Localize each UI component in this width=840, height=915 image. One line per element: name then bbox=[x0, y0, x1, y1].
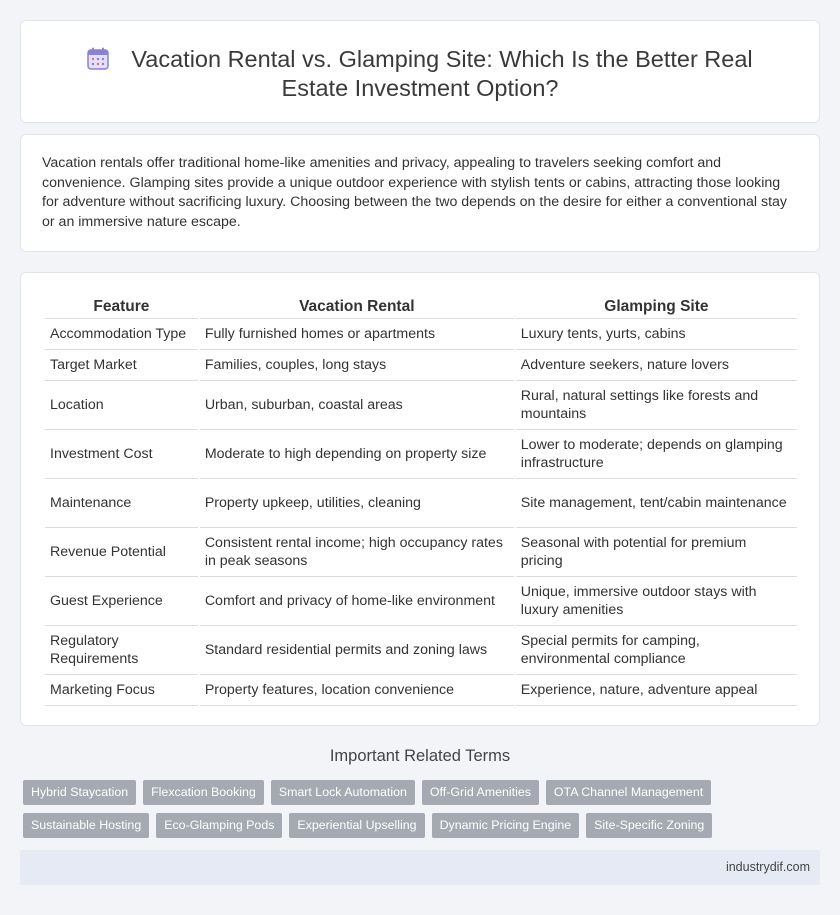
cell-feature: Guest Experience bbox=[45, 577, 198, 626]
table-row bbox=[45, 626, 797, 675]
cell-feature: Maintenance bbox=[45, 479, 198, 528]
column-header-feature: Feature bbox=[45, 296, 198, 319]
tag-smart-lock-automation[interactable]: Smart Lock Automation bbox=[271, 780, 415, 805]
tag-flexcation-booking[interactable]: Flexcation Booking bbox=[143, 780, 264, 805]
tag-eco-glamping-pods[interactable]: Eco-Glamping Pods bbox=[156, 813, 282, 838]
cell-glamping-site: Experience, nature, adventure appeal bbox=[516, 675, 797, 706]
tag-row bbox=[23, 780, 823, 805]
cell-glamping-site: Rural, natural settings like forests and mountains bbox=[516, 381, 797, 430]
cell-feature: Investment Cost bbox=[45, 430, 198, 479]
table-header-row bbox=[45, 296, 797, 319]
tag-dynamic-pricing-engine[interactable]: Dynamic Pricing Engine bbox=[432, 813, 580, 838]
cell-vacation-rental: Comfort and privacy of home-like environment bbox=[200, 577, 514, 626]
related-terms-heading: Important Related Terms bbox=[329, 747, 511, 765]
comparison-table-card bbox=[20, 272, 820, 726]
footer-site-link[interactable]: industrydif.com bbox=[725, 860, 810, 874]
table-row bbox=[45, 381, 797, 430]
cell-vacation-rental: Urban, suburban, coastal areas bbox=[200, 381, 514, 430]
cell-glamping-site: Adventure seekers, nature lovers bbox=[516, 350, 797, 381]
cell-vacation-rental: Fully furnished homes or apartments bbox=[200, 319, 514, 350]
table-row bbox=[45, 430, 797, 479]
table-row bbox=[45, 319, 797, 350]
cell-glamping-site: Lower to moderate; depends on glamping infrastructure bbox=[516, 430, 797, 479]
intro-card bbox=[20, 134, 820, 252]
table-row bbox=[45, 577, 797, 626]
table-row bbox=[45, 528, 797, 577]
calendar-icon bbox=[87, 47, 109, 71]
table-row bbox=[45, 675, 797, 706]
cell-glamping-site: Luxury tents, yurts, cabins bbox=[516, 319, 797, 350]
cell-glamping-site: Seasonal with potential for premium pricing bbox=[516, 528, 797, 577]
cell-vacation-rental: Property upkeep, utilities, cleaning bbox=[200, 479, 514, 528]
tag-site-specific-zoning[interactable]: Site-Specific Zoning bbox=[586, 813, 712, 838]
cell-glamping-site: Site management, tent/cabin maintenance bbox=[516, 479, 797, 528]
cell-vacation-rental: Consistent rental income; high occupancy rates in peak seasons bbox=[200, 528, 514, 577]
tag-row bbox=[23, 813, 823, 838]
cell-feature: Accommodation Type bbox=[45, 319, 198, 350]
cell-vacation-rental: Moderate to high depending on property size bbox=[200, 430, 514, 479]
column-header-vacation-rental: Vacation Rental bbox=[200, 296, 514, 319]
comparison-table bbox=[43, 296, 799, 706]
intro-paragraph: Vacation rentals offer traditional home-like amenities and privacy, appealing to travelers seeking comfort and convenience. Glamping sites provide a unique outdoor experience with stylish tents or cabins, attracting those looking for adventure without sacrificing luxury. Choosing between the two depends on the desire for either a conventional stay or an immersive nature escape. bbox=[42, 155, 788, 230]
cell-glamping-site: Special permits for camping, environmental compliance bbox=[516, 626, 797, 675]
cell-vacation-rental: Property features, location convenience bbox=[200, 675, 514, 706]
page-title-wrap bbox=[21, 45, 819, 103]
cell-feature: Regulatory Requirements bbox=[45, 626, 198, 675]
tag-ota-channel-management[interactable]: OTA Channel Management bbox=[546, 780, 711, 805]
cell-feature: Marketing Focus bbox=[45, 675, 198, 706]
table-row bbox=[45, 350, 797, 381]
cell-vacation-rental: Standard residential permits and zoning laws bbox=[200, 626, 514, 675]
column-header-glamping-site: Glamping Site bbox=[516, 296, 797, 319]
title-card bbox=[20, 20, 820, 123]
page-title: Vacation Rental vs. Glamping Site: Which Is the Better Real Estate Investment Option? bbox=[131, 46, 753, 101]
tag-off-grid-amenities[interactable]: Off-Grid Amenities bbox=[422, 780, 539, 805]
cell-feature: Target Market bbox=[45, 350, 198, 381]
cell-vacation-rental: Families, couples, long stays bbox=[200, 350, 514, 381]
cell-glamping-site: Unique, immersive outdoor stays with luxury amenities bbox=[516, 577, 797, 626]
cell-feature: Location bbox=[45, 381, 198, 430]
cell-feature: Revenue Potential bbox=[45, 528, 198, 577]
related-terms-tags bbox=[23, 780, 823, 846]
footer bbox=[20, 850, 820, 885]
tag-hybrid-staycation[interactable]: Hybrid Staycation bbox=[23, 780, 136, 805]
table-row bbox=[45, 479, 797, 528]
tag-experiential-upselling[interactable]: Experiential Upselling bbox=[289, 813, 424, 838]
tag-sustainable-hosting[interactable]: Sustainable Hosting bbox=[23, 813, 149, 838]
